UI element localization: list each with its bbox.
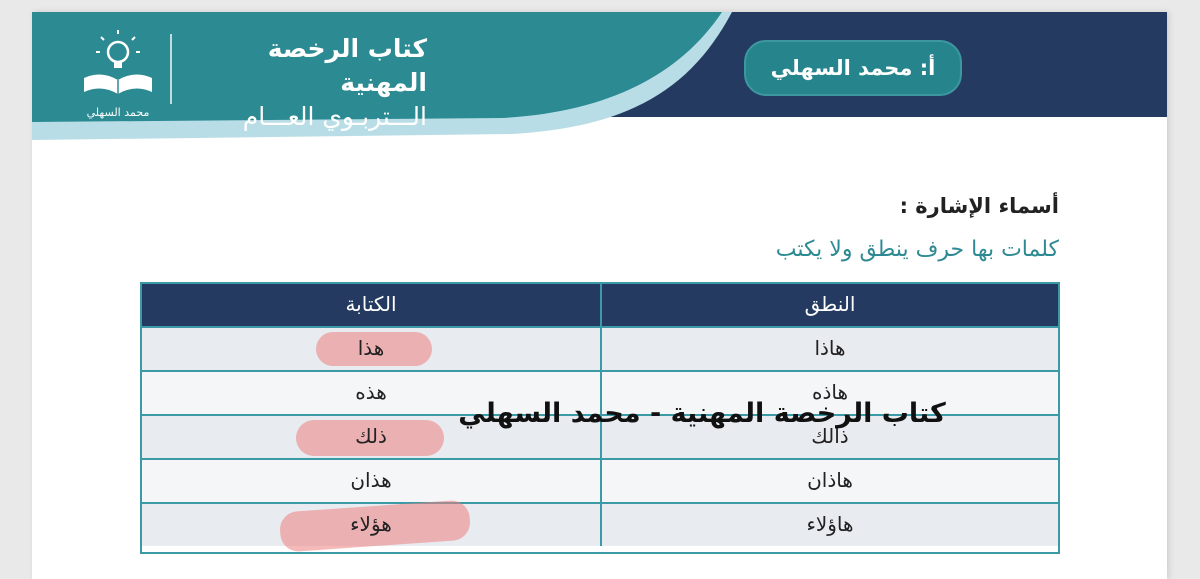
section-title: أسماء الإشارة : [899, 194, 1059, 218]
table-header [142, 284, 1058, 326]
lightbulb-book-icon [76, 30, 160, 106]
cell-pronunciation: هاؤلاء [806, 512, 854, 536]
cell-writing: هذا [357, 336, 385, 360]
logo-divider [170, 34, 172, 104]
book-logo [76, 30, 160, 122]
cell-writing: هؤلاء [350, 512, 392, 536]
book-title-line2: الـــتربـوي العـــام [242, 102, 427, 131]
header-writing: الكتابة [345, 292, 397, 316]
section-subtitle: كلمات بها حرف ينطق ولا يكتب [775, 237, 1059, 262]
cell-pronunciation: هاذا [814, 336, 846, 360]
watermark-text: كتاب الرخصة المهنية - محمد السهلي [458, 398, 946, 429]
logo-caption: محمد السهلي [86, 106, 150, 119]
cell-writing: ذلك [355, 424, 387, 448]
book-title [182, 32, 427, 134]
table-row [142, 502, 1058, 546]
book-title-line1: كتاب الرخصة المهنية [267, 34, 427, 97]
header-pronunciation: النطق [804, 292, 856, 316]
document-page [32, 12, 1167, 579]
cell-writing: هذان [350, 468, 392, 492]
table-row [142, 326, 1058, 370]
author-badge: أ: محمد السهلي [744, 40, 962, 96]
cell-pronunciation: ذالك [811, 424, 849, 448]
cell-writing: هذه [355, 380, 387, 404]
table-row [142, 458, 1058, 502]
cell-pronunciation: هاذان [807, 468, 853, 492]
cell-pronunciation: هاذه [811, 380, 849, 404]
